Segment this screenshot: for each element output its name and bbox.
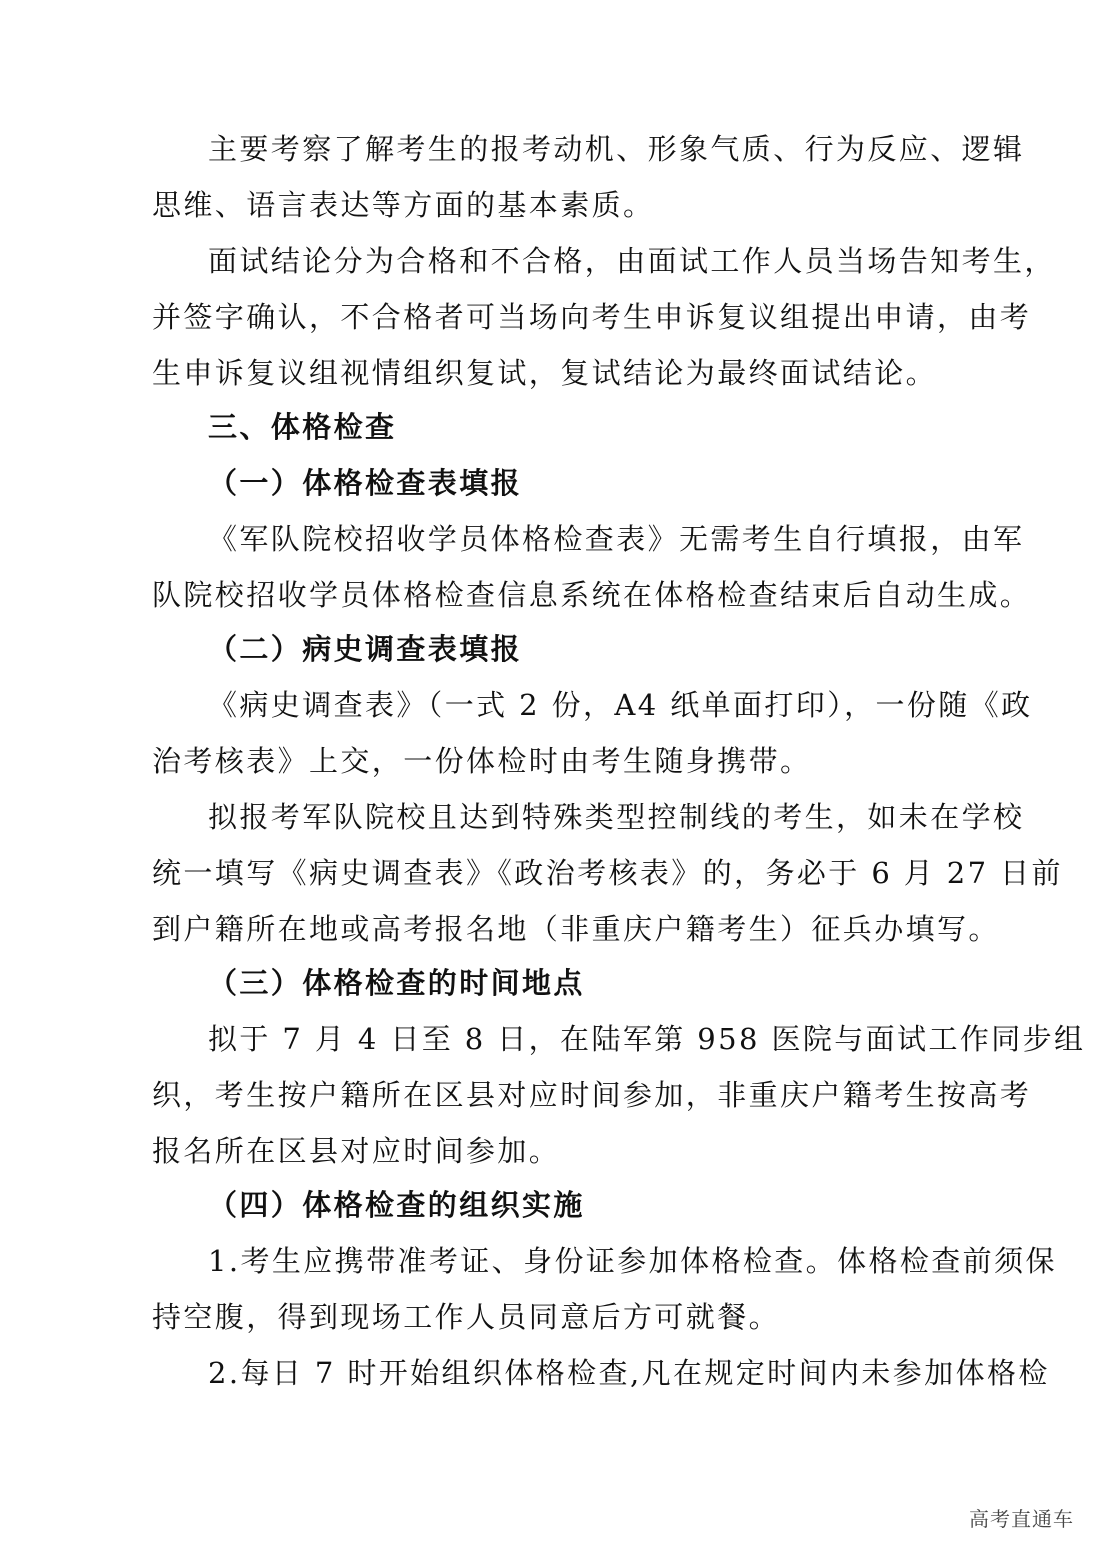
paragraph-line: 《军队院校招收学员体格检查表》无需考生自行填报，由军 — [208, 522, 1025, 556]
paragraph-line: 面试结论分为合格和不合格，由面试工作人员当场告知考生， — [208, 244, 1056, 278]
paragraph-line: 拟于 7 月 4 日至 8 日，在陆军第 958 医院与面试工作同步组 — [208, 1022, 1086, 1056]
subsection-heading: （四）体格检查的组织实施 — [208, 1188, 585, 1222]
subsection-heading: （一）体格检查表填报 — [208, 466, 523, 500]
paragraph-line: 《病史调查表》（一式 2 份，A4 纸单面打印），一份随《政 — [208, 688, 1033, 722]
section-heading: 三、体格检查 — [208, 410, 397, 444]
paragraph-line: 持空腹，得到现场工作人员同意后方可就餐。 — [152, 1300, 781, 1334]
paragraph-line: 并签字确认，不合格者可当场向考生申诉复议组提出申请，由考 — [152, 300, 1032, 334]
paragraph-line: 思维、语言表达等方面的基本素质。 — [152, 188, 655, 222]
paragraph-line: 报名所在区县对应时间参加。 — [152, 1134, 561, 1168]
paragraph-line: 到户籍所在地或高考报名地（非重庆户籍考生）征兵办填写。 — [152, 912, 1000, 946]
paragraph-line: 主要考察了解考生的报考动机、形象气质、行为反应、逻辑 — [208, 132, 1025, 166]
watermark-text: 高考直通车 — [969, 1507, 1074, 1531]
paragraph-line: 队院校招收学员体格检查信息系统在体格检查结束后自动生成。 — [152, 578, 1032, 612]
subsection-heading: （二）病史调查表填报 — [208, 632, 523, 666]
subsection-heading: （三）体格检查的时间地点 — [208, 966, 585, 1000]
paragraph-line: 治考核表》上交，一份体检时由考生随身携带。 — [152, 744, 812, 778]
paragraph-line: 拟报考军队院校且达到特殊类型控制线的考生，如未在学校 — [208, 800, 1025, 834]
paragraph-line: 织，考生按户籍所在区县对应时间参加，非重庆户籍考生按高考 — [152, 1078, 1032, 1112]
paragraph-line: 2.每日 7 时开始组织体格检查,凡在规定时间内未参加体格检 — [208, 1356, 1050, 1390]
paragraph-line: 生申诉复议组视情组织复试，复试结论为最终面试结论。 — [152, 356, 938, 390]
paragraph-line: 1.考生应携带准考证、身份证参加体格检查。体格检查前须保 — [208, 1244, 1057, 1278]
paragraph-line: 统一填写《病史调查表》《政治考核表》的，务必于 6 月 27 日前 — [152, 856, 1063, 890]
